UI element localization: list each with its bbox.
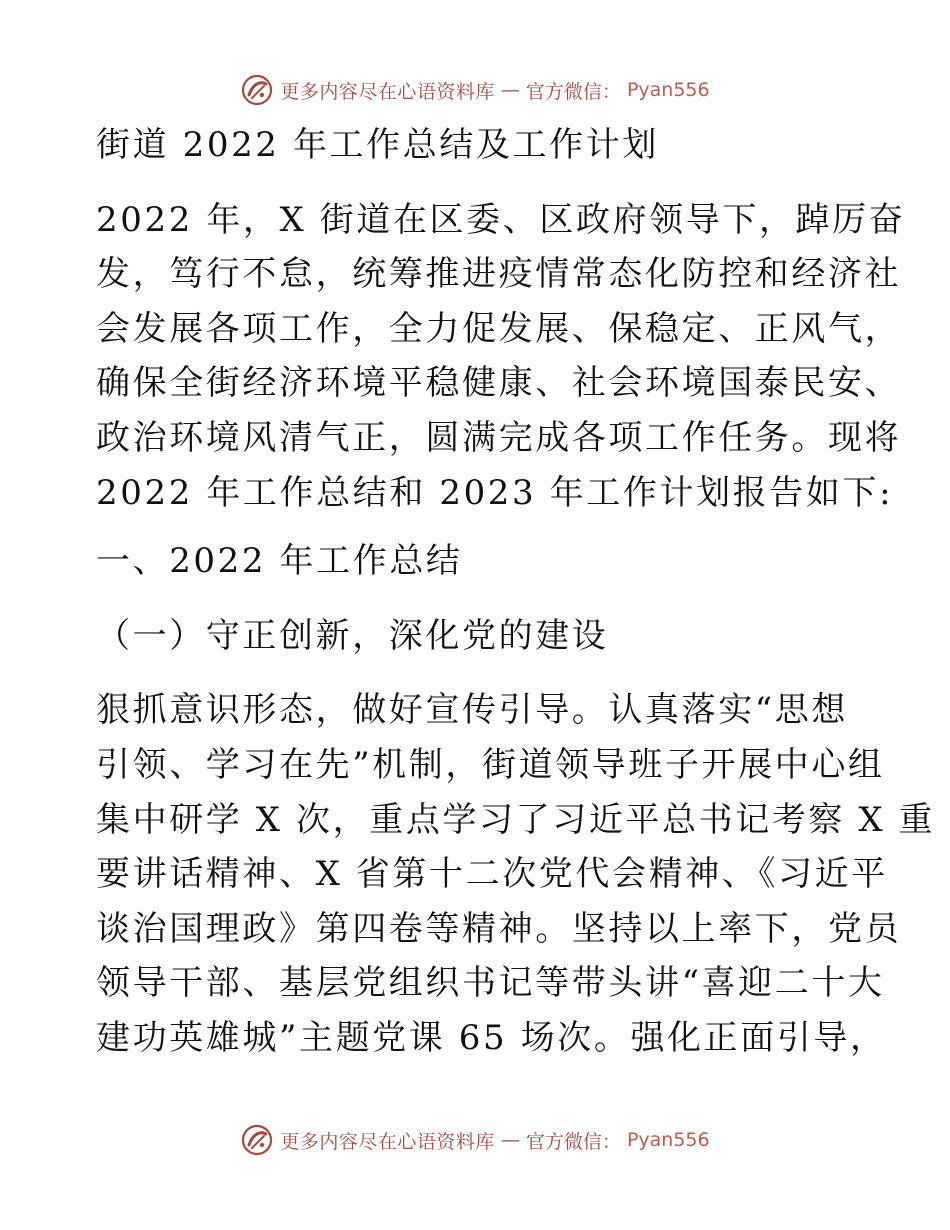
watermark-wechat-id: Pyan556	[626, 1129, 710, 1151]
body-paragraph	[96, 683, 936, 1065]
paragraph-line: 狠抓意识形态，做好宣传引导。认真落实“思想	[96, 690, 848, 731]
subsection-heading-text: （一）守正创新，深化党的建设	[96, 615, 609, 656]
document-body	[96, 118, 936, 1066]
paragraph-line: 确保全街经济环境平稳健康、社会环境国泰民安、	[96, 363, 902, 404]
paragraph-line: 要讲话精神、X 省第十二次党代会精神、《习近平	[96, 854, 888, 895]
seal-logo-icon	[240, 73, 274, 107]
watermark-text: 更多内容尽在心语资料库	[280, 1130, 495, 1153]
paragraph-line: 发，笃行不怠，统筹推进疫情常态化防控和经济社	[96, 254, 902, 295]
paragraph-line: 集中研学 X 次，重点学习了习近平总书记考察 X 重	[96, 799, 936, 840]
paragraph-line: 2022 年，X 街道在区委、区政府领导下，踔厉奋	[96, 199, 906, 240]
paragraph-line: 谈治国理政》第四卷等精神。坚持以上率下，党员	[96, 908, 902, 949]
section-heading-text: 一、2022 年工作总结	[96, 541, 463, 582]
subsection-heading	[96, 609, 856, 664]
paragraph-line: 会发展各项工作，全力促发展、保稳定、正风气，	[96, 308, 902, 349]
watermark-label: 官方微信：	[525, 1130, 621, 1153]
paragraph-line: 建功英雄城”主题党课 65 场次。强化正面引导，	[96, 1017, 887, 1058]
seal-logo-icon	[240, 1123, 274, 1157]
watermark-separator: —	[500, 1129, 520, 1151]
paragraph-line: 2022 年工作总结和 2023 年工作计划报告如下:	[96, 472, 894, 513]
intro-paragraph	[96, 193, 906, 521]
header-watermark	[0, 72, 950, 108]
section-heading	[96, 534, 856, 589]
paragraph-line: 引领、学习在先”机制，街道领导班子开展中心组	[96, 744, 885, 785]
watermark-wechat-id: Pyan556	[626, 79, 710, 101]
watermark-separator: —	[500, 79, 520, 101]
document-title	[96, 118, 856, 173]
watermark-text: 更多内容尽在心语资料库	[280, 80, 495, 103]
paragraph-line: 政治环境风清气正，圆满完成各项工作任务。现将	[96, 417, 902, 458]
footer-watermark	[0, 1122, 950, 1158]
title-line: 街道 2022 年工作总结及工作计划	[96, 125, 659, 165]
watermark-label: 官方微信：	[525, 80, 621, 103]
paragraph-line: 领导干部、基层党组织书记等带头讲“喜迎二十大	[96, 963, 885, 1004]
